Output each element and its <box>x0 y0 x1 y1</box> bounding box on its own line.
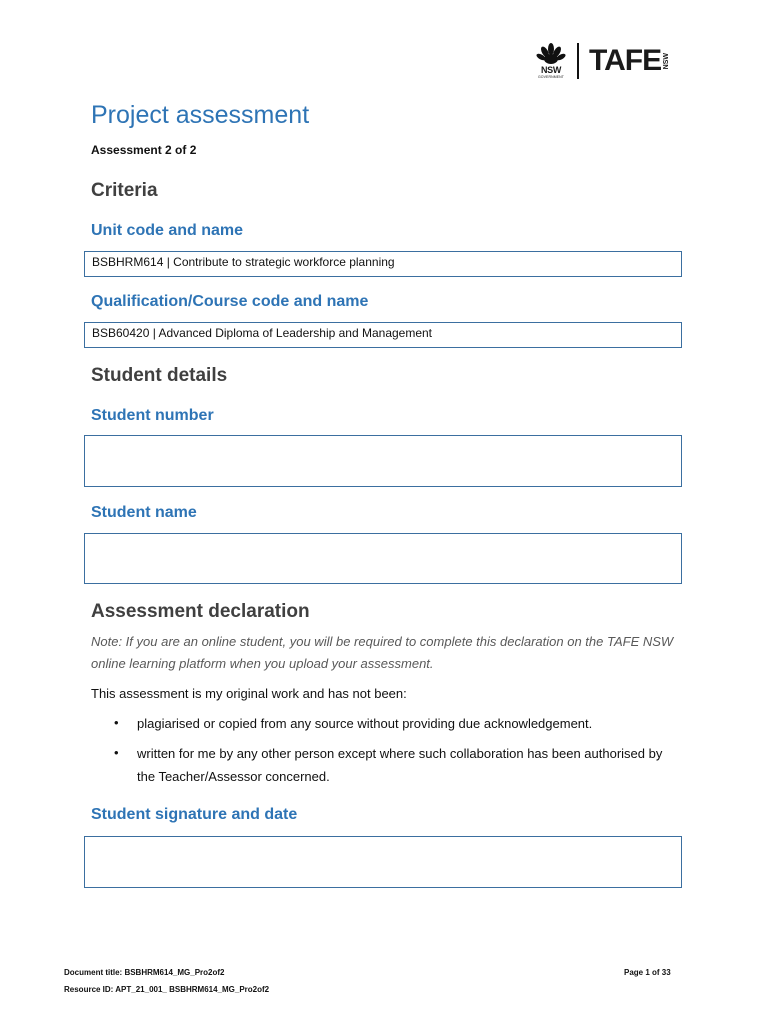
unit-box <box>84 251 682 277</box>
student-name-value <box>85 534 681 536</box>
footer-resource-id: Resource ID: APT_21_001_ BSBHRM614_MG_Pro2of2 <box>64 985 270 994</box>
student-name-field[interactable] <box>84 533 682 584</box>
nsw-government-logo <box>531 43 571 79</box>
student-number-heading: Student number <box>91 407 214 424</box>
qualification-value: BSB60420 | Advanced Diploma of Leadership and Management <box>92 326 433 340</box>
student-name-heading: Student name <box>91 504 197 521</box>
qualification-box <box>84 322 682 348</box>
tafe-nsw-logo <box>531 41 671 81</box>
declaration-item-1: plagiarised or copied from any source without providing due acknowledgement. <box>137 716 593 731</box>
signature-value <box>85 837 681 839</box>
footer-page-number: Page 1 of 33 <box>624 968 671 977</box>
declaration-item-2: written for me by any other person except where such collaboration has been authorised by the Teacher/Assessor concerned. <box>137 746 663 784</box>
government-text: GOVERNMENT <box>537 75 565 79</box>
student-number-value <box>85 436 681 438</box>
qualification-heading: Qualification/Course code and name <box>91 293 369 310</box>
criteria-heading: Criteria <box>91 180 158 201</box>
unit-value: BSBHRM614 | Contribute to strategic workforce planning <box>92 255 395 269</box>
signature-field[interactable] <box>84 836 682 888</box>
tafe-text: TAFE <box>589 44 662 77</box>
footer-document-title: Document title: BSBHRM614_MG_Pro2of2 <box>64 968 225 977</box>
declaration-intro: This assessment is my original work and has not been: <box>91 686 407 701</box>
tafe-nsw-text: NSW <box>663 52 671 70</box>
bullet-2: • <box>114 745 119 760</box>
student-number-field[interactable] <box>84 435 682 487</box>
assessment-number: Assessment 2 of 2 <box>91 143 197 157</box>
nsw-text: NSW <box>540 65 562 75</box>
student-details-heading: Student details <box>91 365 228 386</box>
logo-divider <box>577 43 579 79</box>
waratah-icon <box>536 43 566 65</box>
unit-heading: Unit code and name <box>91 222 244 239</box>
declaration-heading: Assessment declaration <box>91 601 310 622</box>
signature-heading: Student signature and date <box>91 806 298 823</box>
bullet-1: • <box>114 715 119 730</box>
declaration-note: Note: If you are an online student, you will be required to complete this declaration on the TAFE NSW online learning platform when you upload your assessment. <box>91 634 674 671</box>
page-title: Project assessment <box>91 101 310 129</box>
